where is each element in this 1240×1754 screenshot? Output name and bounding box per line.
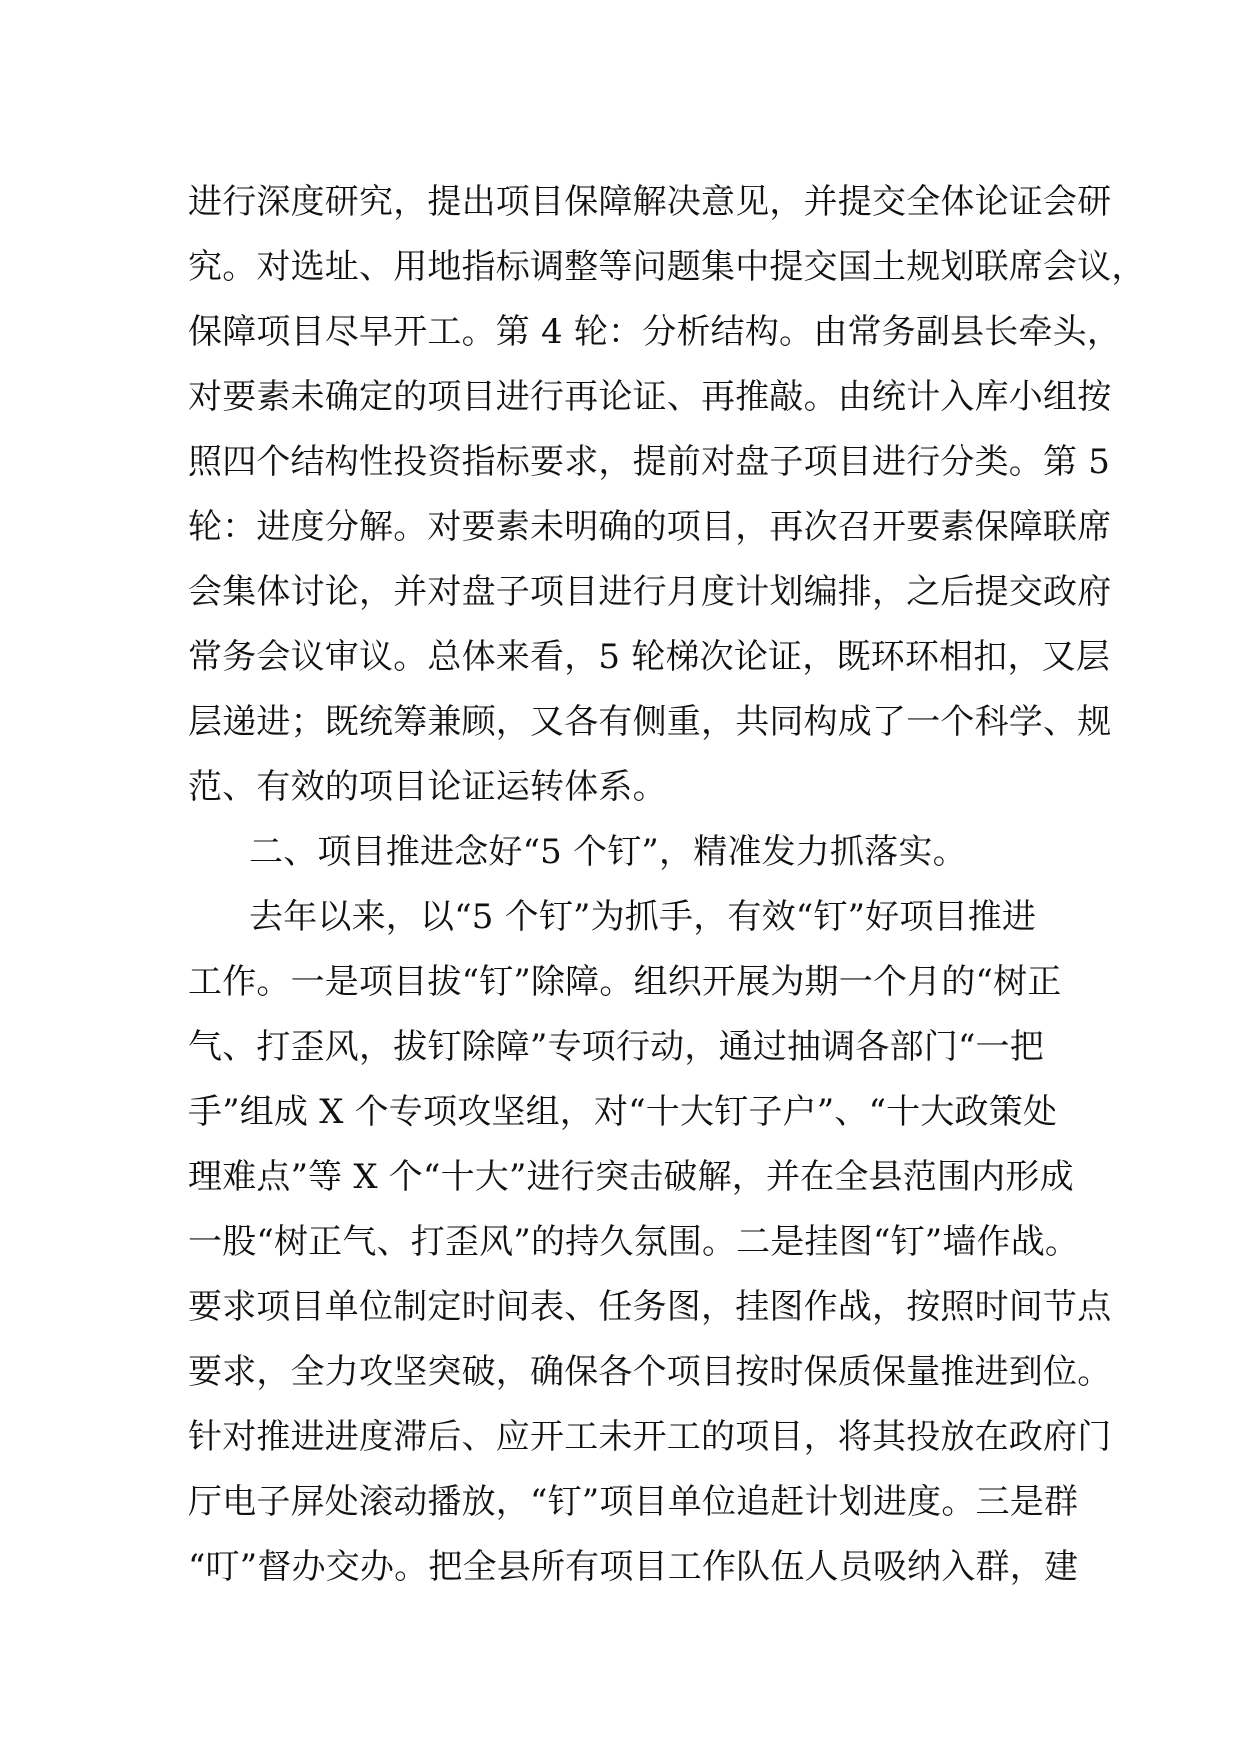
text-line-14: 气、打歪风，拔钉除障”专项行动，通过抽调各部门“一把 — [188, 1027, 1044, 1067]
text-line-6: 轮：进度分解。对要素未明确的项目，再次召开要素保障联席 — [188, 507, 1112, 547]
text-line-18: 要求项目单位制定时间表、任务图，挂图作战，按照时间节点 — [188, 1287, 1112, 1327]
text-line-8: 常务会议审议。总体来看，5 轮梯次论证，既环环相扣，又层 — [188, 637, 1111, 677]
text-line-17: 一股“树正气、打歪风”的持久氛围。二是挂图“钉”墙作战。 — [188, 1222, 1080, 1262]
text-line-4: 对要素未确定的项目进行再论证、再推敲。由统计入库小组按 — [188, 377, 1112, 417]
text-line-9: 层递进；既统筹兼顾，又各有侧重，共同构成了一个科学、规 — [188, 702, 1112, 742]
text-line-7: 会集体讨论，并对盘子项目进行月度计划编排，之后提交政府 — [188, 572, 1112, 612]
text-line-13: 工作。一是项目拔“钉”除障。组织开展为期一个月的“树正 — [188, 962, 1062, 1002]
body-text — [188, 170, 1146, 1600]
text-line-12: 去年以来，以“5 个钉”为抓手，有效“钉”好项目推进 — [249, 897, 1037, 937]
text-line-22: “叮”督办交办。把全县所有项目工作队伍人员吸纳入群，建 — [188, 1547, 1079, 1587]
text-line-3: 保障项目尽早开工。第 4 轮：分析结构。由常务副县长牵头， — [188, 312, 1122, 352]
text-line-16: 理难点”等 X 个“十大”进行突击破解，并在全县范围内形成 — [188, 1157, 1074, 1197]
text-line-10: 范、有效的项目论证运转体系。 — [188, 767, 667, 807]
text-line-5: 照四个结构性投资指标要求，提前对盘子项目进行分类。第 5 — [188, 442, 1111, 482]
section-heading-2: 二、项目推进念好“5 个钉”，精准发力抓落实。 — [249, 832, 967, 872]
text-line-1: 进行深度研究，提出项目保障解决意见，并提交全体论证会研 — [188, 182, 1112, 222]
text-line-19: 要求，全力攻坚突破，确保各个项目按时保质保量推进到位。 — [188, 1352, 1112, 1392]
text-line-15: 手”组成 X 个专项攻坚组，对“十大钉子户”、“十大政策处 — [188, 1092, 1058, 1132]
text-line-2: 究。对选址、用地指标调整等问题集中提交国土规划联席会议， — [188, 247, 1146, 287]
text-line-20: 针对推进进度滞后、应开工未开工的项目，将其投放在政府门 — [188, 1417, 1112, 1457]
text-line-21: 厅电子屏处滚动播放，“钉”项目单位追赶计划进度。三是群 — [188, 1482, 1079, 1522]
